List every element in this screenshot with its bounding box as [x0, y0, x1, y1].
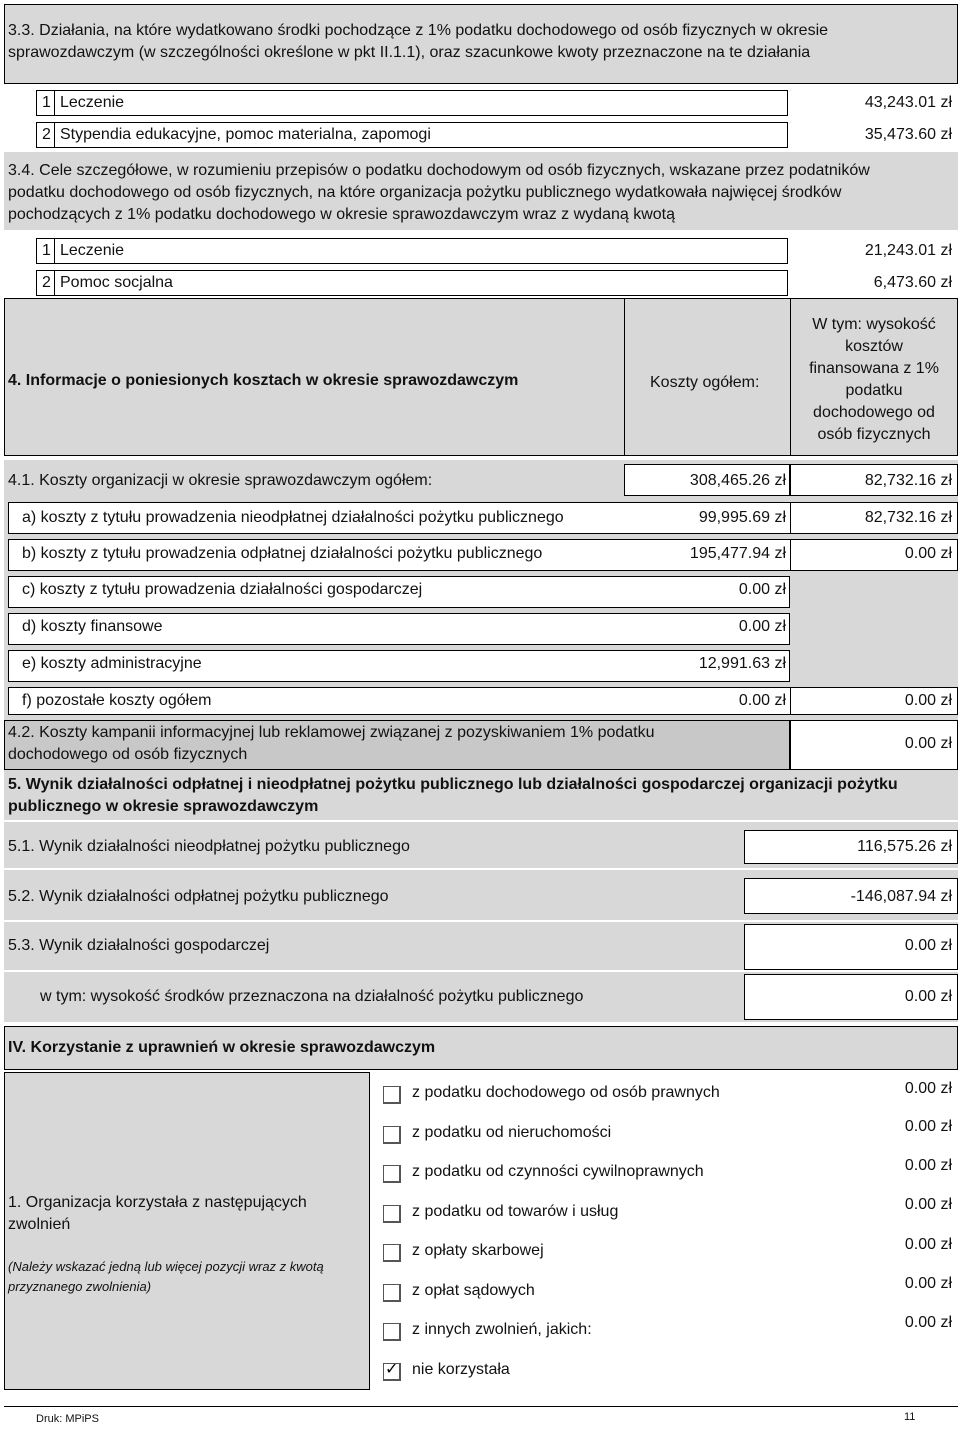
s34-row-1 [36, 238, 788, 264]
r41-total: 308,465.26 zł [689, 472, 786, 489]
divider [624, 298, 625, 456]
exemption-none-label: nie korzystała [412, 1361, 510, 1378]
exemption-property-amount: 0.00 zł [904, 1118, 952, 1135]
r53-label: 5.3. Wynik działalności gospodarczej [8, 937, 270, 954]
exemption-stamp-amount: 0.00 zł [904, 1236, 952, 1253]
rd-label: d) koszty finansowe [22, 618, 163, 635]
r51-label: 5.1. Wynik działalności nieodpłatnej pożytku publicznego [8, 838, 410, 855]
rf-pct: 0.00 zł [904, 692, 952, 709]
col-total-header: Koszty ogółem: [650, 374, 760, 391]
rd-total: 0.00 zł [738, 618, 786, 635]
exemption-other-amount: 0.00 zł [904, 1314, 952, 1331]
section-4-title: 4. Informacje o poniesionych kosztach w okresie sprawozdawczym [8, 372, 519, 389]
ra-total: 99,995.69 zł [698, 509, 786, 526]
r51-amount: 116,575.26 zł [857, 838, 952, 855]
section-iv-left-label: 1. Organizacja korzystała z następujących zwolnień [8, 1194, 307, 1233]
section-iv-title: IV. Korzystanie z uprawnień w okresie sprawozdawczym [8, 1039, 436, 1056]
divider [54, 238, 55, 264]
exemption-civil-label: z podatku od czynności cywilnoprawnych [412, 1163, 704, 1180]
r53a-label: w tym: wysokość środków przeznaczona na działalność pożytku publicznego [40, 988, 584, 1005]
s33-row-2-label: Stypendia edukacyjne, pomoc materialna, zapomogi [60, 126, 431, 143]
r42-label: 4.2. Koszty kampanii informacyjnej lub reklamowej związanej z pozyskiwaniem 1% podatku dochodowego od osób fizycznych [8, 724, 655, 763]
divider [790, 502, 791, 534]
r41-pct: 82,732.16 zł [864, 472, 952, 489]
checkbox-civil-tax[interactable] [383, 1165, 401, 1183]
exemption-vat-label: z podatku od towarów i usług [412, 1203, 619, 1220]
re-total: 12,991.63 zł [698, 655, 786, 672]
exemption-cit-amount: 0.00 zł [904, 1080, 952, 1097]
rb-total: 195,477.94 zł [689, 545, 786, 562]
section-iv-left-note: (Należy wskazać jedną lub więcej pozycji wraz z kwotą przyznanego zwolnienia) [8, 1259, 324, 1294]
divider [54, 90, 55, 116]
rf-label: f) pozostałe koszty ogółem [22, 692, 212, 709]
divider [54, 270, 55, 296]
exemption-court-label: z opłat sądowych [412, 1282, 535, 1299]
exemption-civil-amount: 0.00 zł [904, 1157, 952, 1174]
s34-row-1-amount: 21,243.01 zł [864, 242, 952, 259]
section-3-4-heading: 3.4. Cele szczegółowe, w rozumieniu przepisów o podatku dochodowym od osób fizycznych, wskazane przez podatników podatku dochodowego od osób fizycznych, na które organizacja pożytku publicznego wydatkowała najwięcej środków pochodzących z 1% podatku dochodowego w okresie sprawozdawczym wraz z wydaną kwotą [8, 162, 870, 223]
r52-label: 5.2. Wynik działalności odpłatnej pożytku publicznego [8, 888, 389, 905]
exemption-cit-label: z podatku dochodowego od osób prawnych [412, 1084, 720, 1101]
footer-rule [4, 1406, 958, 1407]
footer-page-number: 11 [904, 1411, 916, 1423]
check-mark-icon: ✓ [385, 1361, 399, 1378]
checkbox-other[interactable] [383, 1323, 401, 1341]
exemption-court-amount: 0.00 zł [904, 1275, 952, 1292]
rb-pct: 0.00 zł [904, 545, 952, 562]
checkbox-property-tax[interactable] [383, 1126, 401, 1144]
s33-row-2-no: 2 [42, 126, 51, 143]
divider [790, 298, 791, 456]
re-label: e) koszty administracyjne [22, 655, 202, 672]
s33-row-1 [36, 90, 788, 116]
exemption-stamp-label: z opłaty skarbowej [412, 1242, 544, 1259]
checkbox-cit[interactable] [383, 1086, 401, 1104]
checkbox-stamp-duty[interactable] [383, 1244, 401, 1262]
s33-row-1-amount: 43,243.01 zł [864, 94, 952, 111]
rf-total: 0.00 zł [738, 692, 786, 709]
s33-row-1-no: 1 [42, 94, 51, 111]
footer-printer: Druk: MPiPS [36, 1413, 99, 1425]
divider [54, 122, 55, 148]
s34-row-1-no: 1 [42, 242, 51, 259]
ra-pct: 82,732.16 zł [864, 509, 952, 526]
section-3-3-heading: 3.3. Działania, na które wydatkowano środki pochodzące z 1% podatku dochodowego od osób fizycznych w okresie sprawozdawczym (w szczególności określone w pkt II.1.1), oraz szacunkowe kwoty przeznaczone na te działania [8, 22, 829, 61]
rc-label: c) koszty z tytułu prowadzenia działalności gospodarczej [22, 581, 423, 598]
exemption-other-label: z innych zwolnień, jakich: [412, 1321, 592, 1338]
r53-amount: 0.00 zł [904, 937, 952, 954]
checkbox-court-fees[interactable] [383, 1284, 401, 1302]
s34-row-1-label: Leczenie [60, 242, 125, 259]
s34-row-2-amount: 6,473.60 zł [873, 274, 952, 291]
r52-amount: -146,087.94 zł [850, 888, 952, 905]
rc-total: 0.00 zł [738, 581, 786, 598]
checkbox-none[interactable] [383, 1363, 401, 1381]
s34-row-2-label: Pomoc socjalna [60, 274, 173, 291]
r53a-amount: 0.00 zł [904, 988, 952, 1005]
s34-row-2-no: 2 [42, 274, 51, 291]
ra-label: a) koszty z tytułu prowadzenia nieodpłatnej działalności pożytku publicznego [22, 509, 564, 526]
r41-label: 4.1. Koszty organizacji w okresie sprawozdawczym ogółem: [8, 472, 433, 489]
rb-label: b) koszty z tytułu prowadzenia odpłatnej działalności pożytku publicznego [22, 545, 543, 562]
exemption-vat-amount: 0.00 zł [904, 1196, 952, 1213]
s33-row-1-label: Leczenie [60, 94, 125, 111]
s33-row-2-amount: 35,473.60 zł [864, 126, 952, 143]
checkbox-vat[interactable] [383, 1205, 401, 1223]
section-5-title: 5. Wynik działalności odpłatnej i nieodpłatnej pożytku publicznego lub działalności gospodarczej organizacji pożytku publicznego w okresie sprawozdawczym [8, 776, 898, 815]
col-1pct-header: W tym: wysokość kosztów finansowana z 1% podatku dochodowego od osób fizycznych [809, 316, 939, 443]
divider [790, 687, 791, 715]
r42-amount: 0.00 zł [904, 735, 952, 752]
exemption-property-label: z podatku od nieruchomości [412, 1124, 612, 1141]
divider [790, 539, 791, 571]
